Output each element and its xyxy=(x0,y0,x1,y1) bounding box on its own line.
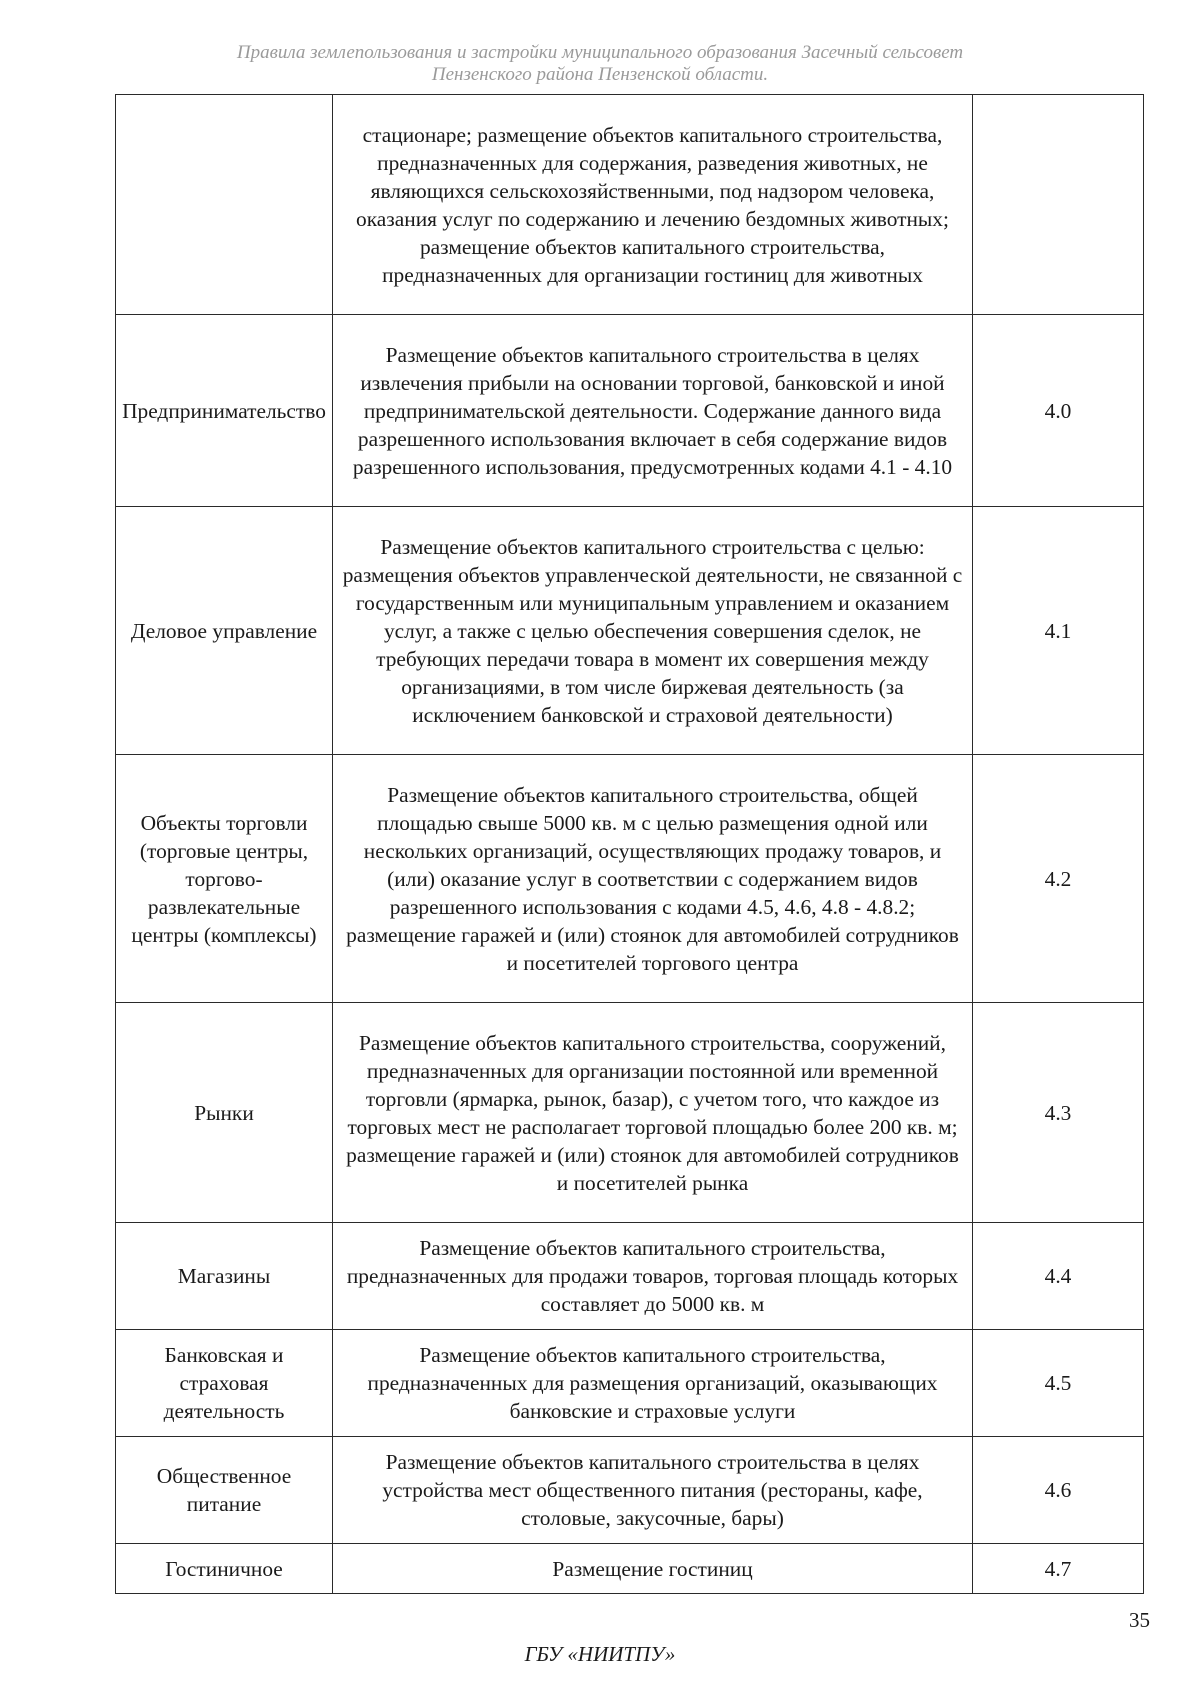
table-row xyxy=(116,507,1144,755)
use-code-cell: 4.0 xyxy=(973,315,1144,507)
page-number: 35 xyxy=(1129,1608,1150,1632)
use-name-cell xyxy=(116,95,333,315)
use-description-cell: Размещение объектов капитального строительства в целях устройства мест общественного питания (рестораны, кафе, столовые, закусочные, бары) xyxy=(333,1437,973,1544)
table-row xyxy=(116,1223,1144,1330)
use-code-cell: 4.7 xyxy=(973,1544,1144,1594)
use-description-cell: Размещение объектов капитального строительства, сооружений, предназначенных для организации постоянной или временной торговли (ярмарка, рынок, базар), с учетом того, что каждое из торговых мест не располагает торговой площадью более 200 кв. м; размещение гаражей и (или) стоянок для автомобилей сотрудников и посетителей рынка xyxy=(333,1003,973,1223)
table-row xyxy=(116,95,1144,315)
use-code-cell: 4.2 xyxy=(973,755,1144,1003)
use-name-cell: Магазины xyxy=(116,1223,333,1330)
use-code-cell: 4.4 xyxy=(973,1223,1144,1330)
table-row xyxy=(116,755,1144,1003)
table-row xyxy=(116,1003,1144,1223)
use-name-cell: Деловое управление xyxy=(116,507,333,755)
use-name-cell: Предпринимательство xyxy=(116,315,333,507)
header-line-1: Правила землепользования и застройки муниципального образования Засечный сельсовет xyxy=(236,42,964,63)
use-description-cell: Размещение объектов капитального строительства, общей площадью свыше 5000 кв. м с целью размещения одной или нескольких организаций, осуществляющих продажу товаров, и (или) оказание услуг в соответствии с содержанием видов разрешенного использования с кодами 4.5, 4.6, 4.8 - 4.8.2; размещение гаражей и (или) стоянок для автомобилей сотрудников и посетителей торгового центра xyxy=(333,755,973,1003)
use-description-cell: Размещение гостиниц xyxy=(333,1544,973,1594)
page-footer: ГБУ «НИИТПУ» xyxy=(524,1642,676,1666)
table-row xyxy=(116,1437,1144,1544)
use-name-cell: Банковская и страховая деятельность xyxy=(116,1330,333,1437)
use-description-cell: Размещение объектов капитального строительства, предназначенных для размещения организаций, оказывающих банковские и страховые услуги xyxy=(333,1330,973,1437)
use-name-cell: Рынки xyxy=(116,1003,333,1223)
use-name-cell: Гостиничное xyxy=(116,1544,333,1594)
header-line-2: Пензенского района Пензенской области. xyxy=(431,64,769,85)
use-description-cell: Размещение объектов капитального строительства в целях извлечения прибыли на основании торговой, банковской и иной предпринимательской деятельности. Содержание данного вида разрешенного использования включает в себя содержание видов разрешенного использования, предусмотренных кодами 4.1 - 4.10 xyxy=(333,315,973,507)
use-code-cell: 4.1 xyxy=(973,507,1144,755)
land-use-table xyxy=(115,94,1144,1594)
table-row xyxy=(116,315,1144,507)
page-header xyxy=(0,42,1200,86)
use-code-cell: 4.5 xyxy=(973,1330,1144,1437)
use-name-cell: Объекты торговли (торговые центры, торгово-развлекательные центры (комплексы) xyxy=(116,755,333,1003)
use-code-cell: 4.3 xyxy=(973,1003,1144,1223)
table-row xyxy=(116,1330,1144,1437)
use-description-cell: Размещение объектов капитального строительства с целью: размещения объектов управленческой деятельности, не связанной с государственным или муниципальным управлением и оказанием услуг, а также с целью обеспечения совершения сделок, не требующих передачи товара в момент их совершения между организациями, в том числе биржевая деятельность (за исключением банковской и страховой деятельности) xyxy=(333,507,973,755)
use-description-cell: стационаре; размещение объектов капитального строительства, предназначенных для содержания, разведения животных, не являющихся сельскохозяйственными, под надзором человека, оказания услуг по содержанию и лечению бездомных животных; размещение объектов капитального строительства, предназначенных для организации гостиниц для животных xyxy=(333,95,973,315)
use-code-cell xyxy=(973,95,1144,315)
use-name-cell: Общественное питание xyxy=(116,1437,333,1544)
use-code-cell: 4.6 xyxy=(973,1437,1144,1544)
table-row xyxy=(116,1544,1144,1594)
use-description-cell: Размещение объектов капитального строительства, предназначенных для продажи товаров, торговая площадь которых составляет до 5000 кв. м xyxy=(333,1223,973,1330)
